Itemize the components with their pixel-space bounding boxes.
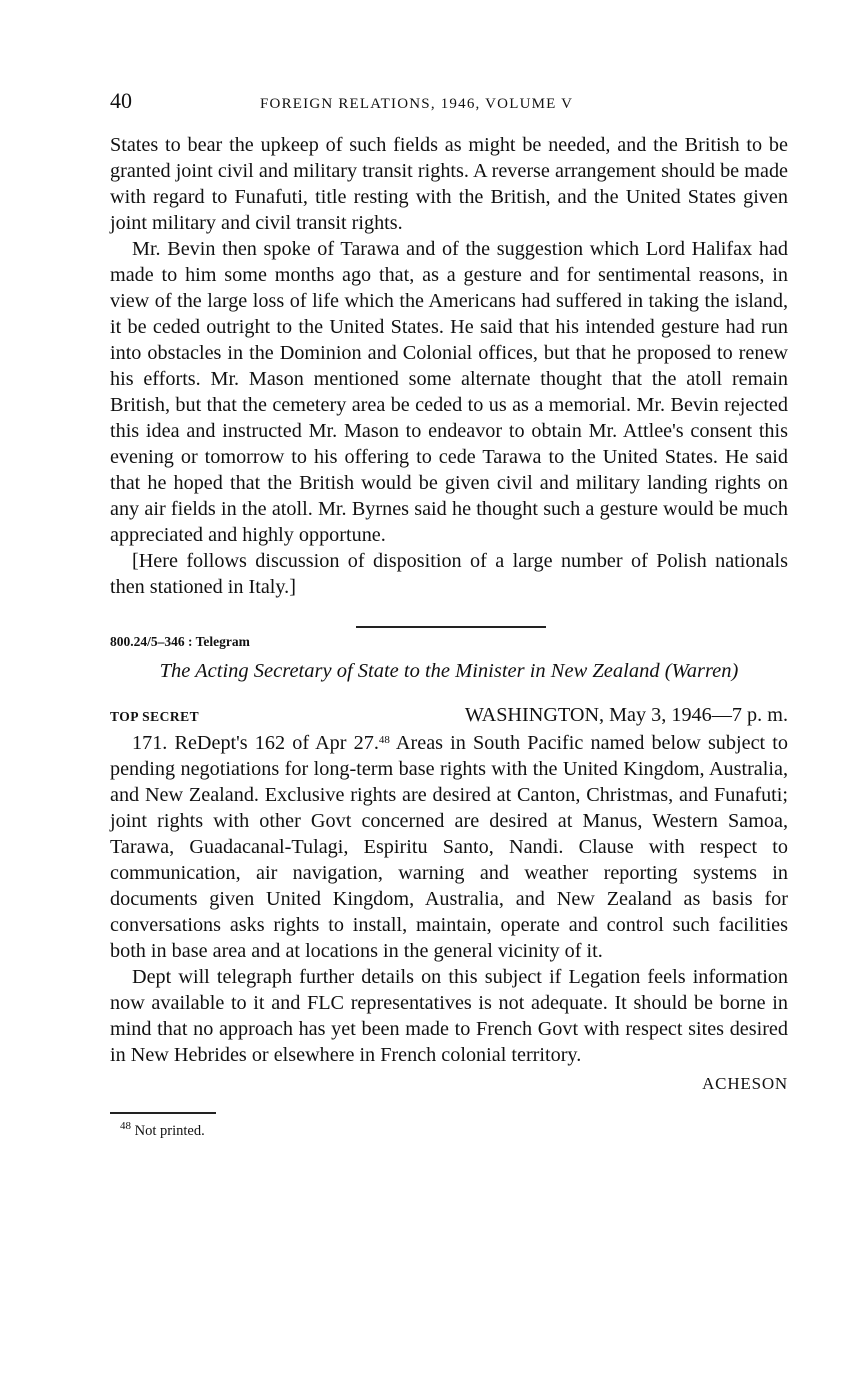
dateline-row	[110, 704, 788, 727]
footnote-text: Not printed.	[131, 1123, 205, 1139]
running-head: FOREIGN RELATIONS, 1946, VOLUME V	[260, 96, 574, 112]
document-page	[110, 88, 788, 1140]
paragraph-editorial-note: [Here follows discussion of disposition of a large number of Polish nationals then stationed in Italy.]	[110, 550, 788, 598]
telegram-p1-start: 171. ReDept's 162 of Apr 27.	[132, 732, 379, 754]
footnote-marker[interactable]: 48	[378, 734, 390, 746]
telegram-p1-rest: Areas in South Pacific named below subject to pending negotiations for long-term base rights with the United Kingdom, Australia, and New Zealand. Exclusive rights are desired at Canton, Christmas, and Funafuti; joint rights with other Govt concerned are desired at Manus, Western Samoa, Tarawa, Guadacanal-Tulagi, Espiritu Santo, Nandi. Clause with respect to communication, air navigation, warning and weather reporting systems in documents given United Kingdom, Australia, and New Zealand as basis for conversations asks rights to install, maintain, operate and control such facilities both in base area and at locations in the general vicinity of it.	[110, 732, 788, 962]
footnote-rule	[110, 1112, 216, 1114]
paragraph-continued: States to bear the upkeep of such fields as might be needed, and the British to be granted joint civil and military transit rights. A reverse arrangement should be made with regard to Funafuti, title resting with the British, and the United States given joint military and civil transit rights.	[110, 134, 788, 234]
page-header	[110, 88, 788, 122]
dateline: WASHINGTON, May 3, 1946—7 p. m.	[464, 704, 788, 726]
classification-label: TOP SECRET	[110, 709, 200, 724]
paragraph-tarawa: Mr. Bevin then spoke of Tarawa and of the suggestion which Lord Halifax had made to him some months ago that, as a gesture and for sentimental reasons, in view of the large loss of life which the Americans had suffered in taking the island, it be ceded outright to the United States. He said that his intended gesture had run into obstacles in the Dominion and Colonial offices, but that he proposed to renew his efforts. Mr. Mason mentioned some alternate thought that the atoll remain British, but that the cemetery area be ceded to us as a memorial. Mr. Bevin rejected this idea and instructed Mr. Mason to endeavor to obtain Mr. Attlee's consent this evening or tomorrow to his offering to cede Tarawa to the United States. He said that he hoped that the British would be given civil and military landing rights on any air fields in the atoll. Mr. Byrnes said he thought such a gesture would be much appreciated and highly opportune.	[110, 238, 788, 546]
footnote	[120, 1120, 788, 1140]
page-number: 40	[110, 88, 132, 113]
document-title: The Acting Secretary of State to the Minister in New Zealand (Warren)	[159, 660, 739, 682]
section-divider	[356, 626, 546, 628]
signature: ACHESON	[702, 1074, 788, 1093]
footnote-number: 48	[120, 1120, 131, 1132]
telegram-paragraph-2: Dept will telegraph further details on this subject if Legation feels information now available to it and FLC representatives is not adequate. It should be borne in mind that no approach has yet been made to French Govt with respect sites desired in New Hebrides or elsewhere in French colonial territory.	[110, 966, 788, 1066]
file-reference: 800.24/5–346 : Telegram	[110, 634, 250, 649]
telegram-paragraph-1	[110, 727, 788, 964]
